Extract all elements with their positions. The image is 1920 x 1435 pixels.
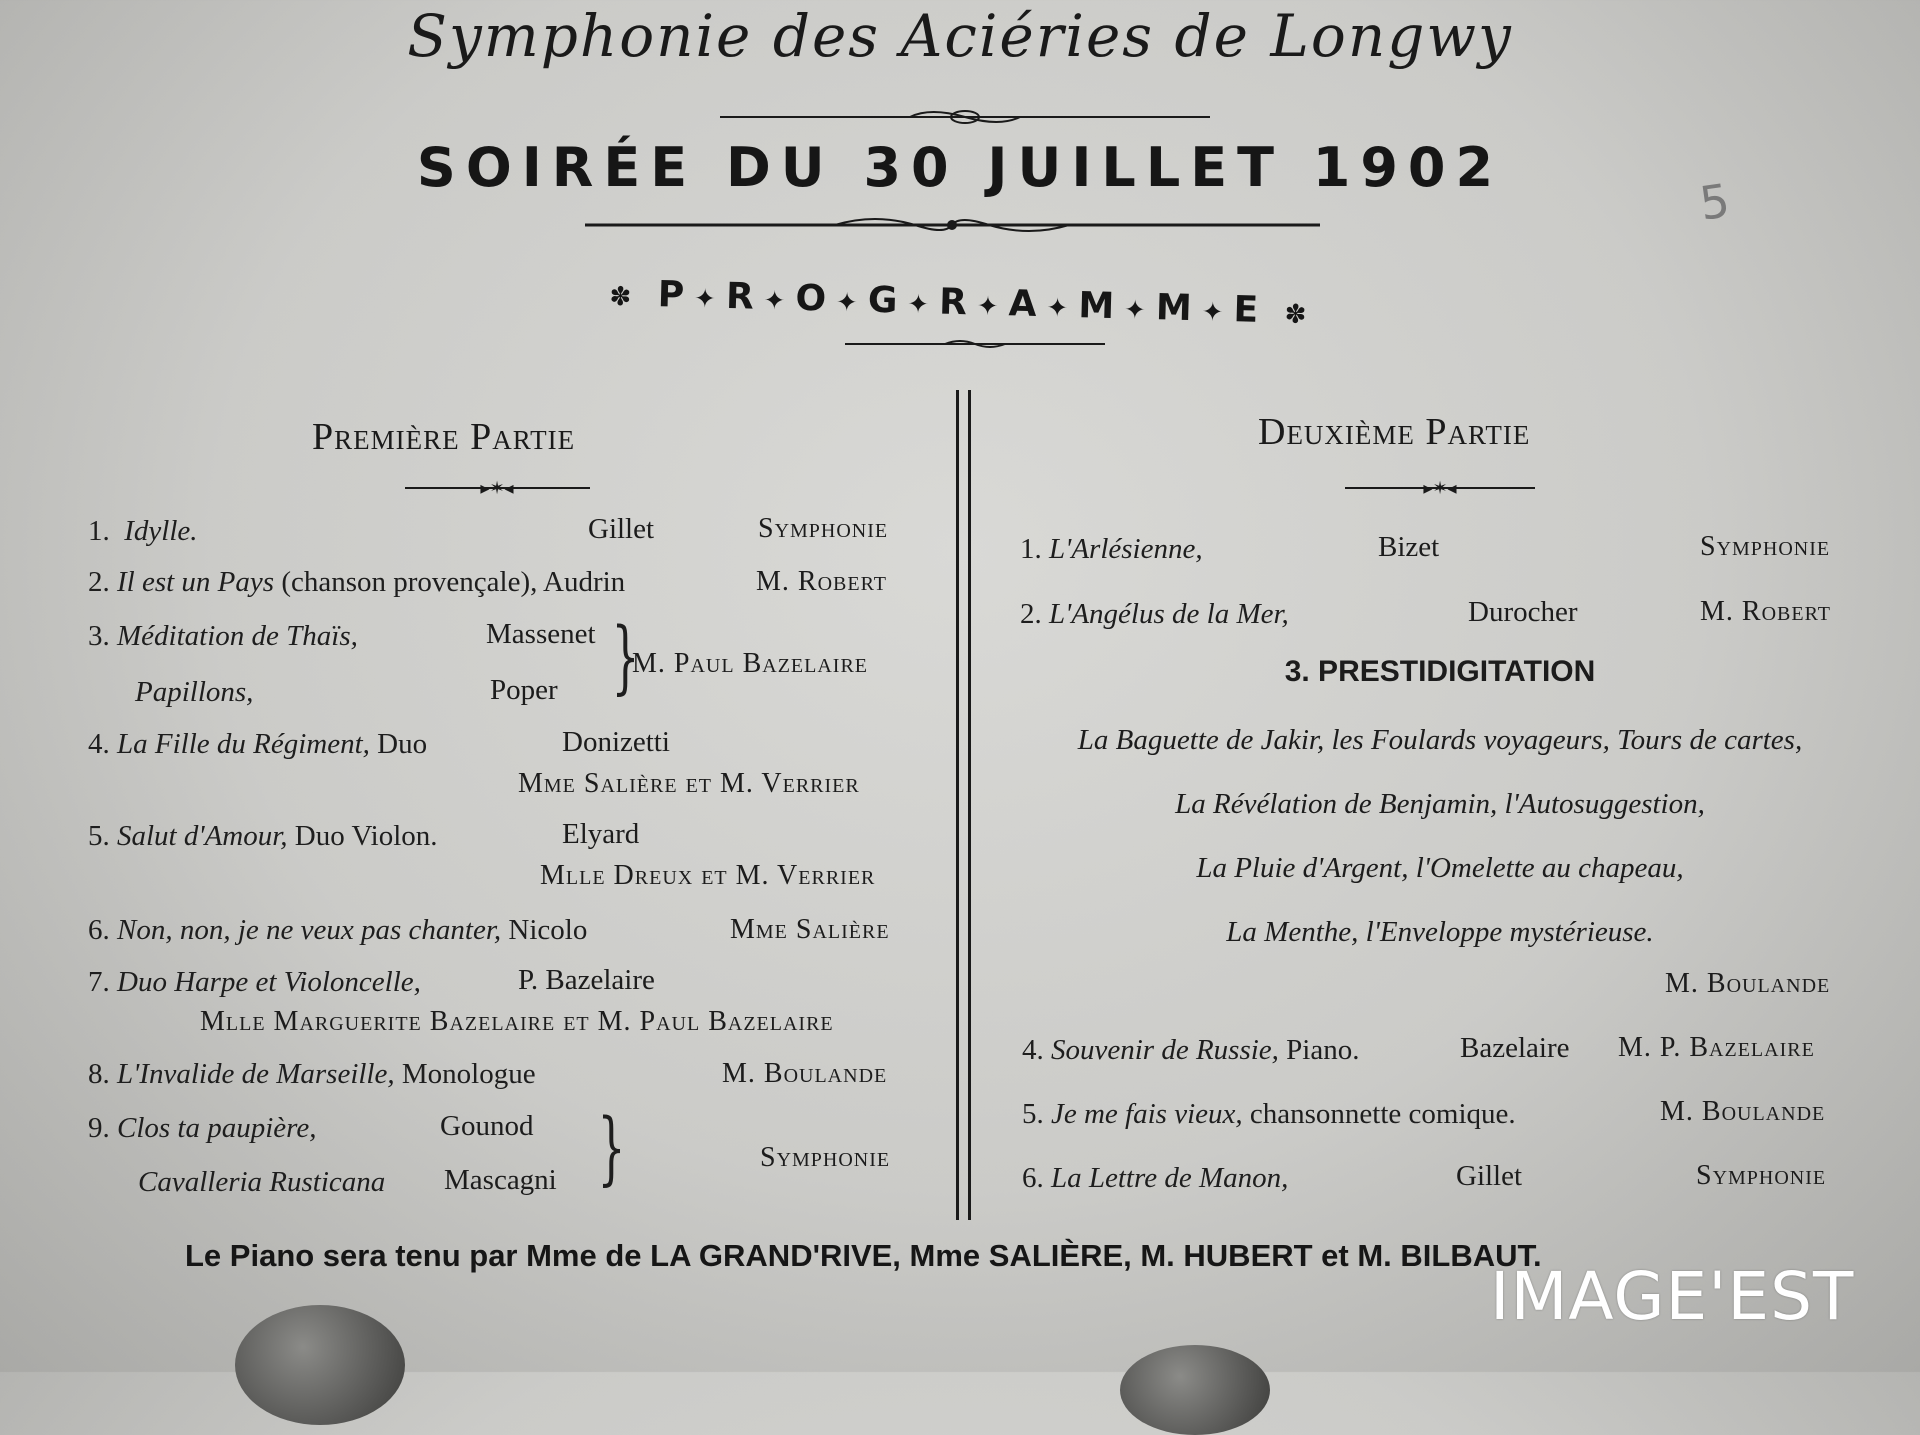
- programme-letter: P: [657, 274, 689, 316]
- part2-item-4: [1022, 1034, 1359, 1067]
- star-separator-icon: ✦: [976, 291, 1004, 323]
- performers: Mlle Marguerite Bazelaire et M. Paul Bazelaire: [200, 1006, 834, 1037]
- work-title: L'Invalide de Marseille,: [117, 1058, 395, 1090]
- star-separator-icon: ✦: [835, 287, 863, 319]
- part2-ornament: [1345, 478, 1535, 498]
- programme-letter: A: [1008, 283, 1042, 326]
- work-title: L'Angélus de la Mer,: [1049, 598, 1289, 630]
- programme-ornament-rule: [845, 336, 1105, 352]
- part1-item-3b: [135, 676, 253, 709]
- part1-ornament: [405, 478, 590, 498]
- item-number: 3.: [88, 620, 110, 652]
- part1-item-9a: [88, 1112, 317, 1145]
- work-title: Duo Harpe et Violoncelle,: [117, 966, 421, 998]
- work-title: Souvenir de Russie,: [1051, 1034, 1279, 1066]
- performer: M. Robert: [756, 566, 887, 597]
- item-number: 5.: [88, 820, 110, 852]
- item-number: 8.: [88, 1058, 110, 1090]
- soiree-date-heading: SOIRÉE DU 30 JUILLET 1902: [416, 136, 1504, 199]
- programme-heading: [520, 270, 1401, 334]
- programme-letter: R: [725, 275, 759, 318]
- part1-item-6: [88, 914, 587, 947]
- prestidigitation-line: La Révélation de Benjamin, l'Autosuggestion,: [1175, 788, 1705, 820]
- group-brace: }: [597, 1101, 626, 1194]
- item-number: 4.: [88, 728, 110, 760]
- performer: Mme Salière: [730, 914, 890, 945]
- work-title: Cavalleria Rusticana: [138, 1166, 386, 1198]
- column-divider: [968, 390, 971, 1220]
- composer: Massenet: [486, 618, 596, 650]
- item-number: 4.: [1022, 1034, 1044, 1066]
- pushpin-right: [1120, 1345, 1270, 1435]
- work-detail: Nicolo: [501, 914, 588, 946]
- performer: Symphonie: [758, 513, 889, 544]
- star-separator-icon: ✦: [1201, 297, 1228, 329]
- work-title: Méditation de Thaïs,: [117, 620, 358, 652]
- work-detail: Duo Violon.: [287, 820, 438, 852]
- part1-item-4: [88, 728, 427, 761]
- soiree-ornament-rule: [585, 212, 1320, 238]
- part1-item-9b: [138, 1166, 385, 1199]
- composer: Donizetti: [562, 726, 670, 758]
- work-title: Papillons,: [135, 676, 254, 708]
- work-title: Salut d'Amour,: [117, 820, 288, 852]
- work-detail: Monologue: [394, 1058, 536, 1090]
- star-separator-icon: ✦: [906, 289, 934, 321]
- part1-item-3a: [88, 620, 358, 653]
- programme-letter: G: [867, 279, 902, 322]
- part2-title: Deuxième Partie: [1258, 411, 1531, 453]
- pushpin-left: [235, 1305, 405, 1425]
- work-detail: Duo: [369, 728, 428, 760]
- item-number: 9.: [88, 1112, 110, 1144]
- work-detail: chansonnette comique.: [1242, 1098, 1516, 1130]
- composer: P. Bazelaire: [518, 964, 655, 996]
- part1-item-5: [88, 820, 438, 853]
- performer: M. P. Bazelaire: [1618, 1032, 1815, 1063]
- title-ornament-rule: [720, 104, 1210, 130]
- composer: Bazelaire: [1460, 1032, 1570, 1064]
- item-number: 7.: [88, 966, 110, 998]
- flower-ornament-icon: ✽: [609, 281, 636, 313]
- performer: M. Paul Bazelaire: [632, 648, 869, 679]
- performer: Symphonie: [1696, 1160, 1827, 1191]
- programme-letter: O: [794, 277, 831, 320]
- star-separator-icon: ✦: [1123, 295, 1151, 326]
- item-number: 6.: [1022, 1162, 1044, 1194]
- composer: Gounod: [440, 1110, 534, 1142]
- prestidigitation-heading: 3. PRESTIDIGITATION: [1284, 655, 1596, 688]
- star-separator-icon: ✦: [763, 285, 790, 317]
- programme-letter: E: [1233, 289, 1263, 331]
- work-title: Idylle.: [124, 515, 198, 547]
- composer: Bizet: [1378, 531, 1440, 563]
- item-number: 2.: [88, 566, 110, 598]
- part2-item-2: [1020, 598, 1289, 631]
- star-separator-icon: ✦: [1046, 293, 1073, 324]
- svg-text:▸✶◂: ▸✶◂: [480, 478, 514, 498]
- work-title: Non, non, je ne veux pas chanter,: [117, 914, 502, 946]
- performer: M. Robert: [1700, 596, 1831, 627]
- programme-letter: M: [1155, 287, 1197, 330]
- part1-item-8: [88, 1058, 536, 1091]
- group-brace: }: [611, 610, 640, 703]
- item-number: 6.: [88, 914, 110, 946]
- composer: Elyard: [562, 818, 640, 850]
- column-divider: [956, 390, 959, 1220]
- work-title: Je me fais vieux,: [1051, 1098, 1243, 1130]
- part2-item-6: [1022, 1162, 1288, 1195]
- performer: Symphonie: [1700, 531, 1831, 562]
- composer: Gillet: [588, 513, 655, 545]
- image-est-watermark: IMAGE'EST: [1490, 1258, 1855, 1335]
- performers: Mme Salière et M. Verrier: [518, 768, 860, 799]
- composer: Mascagni: [444, 1164, 557, 1196]
- performer: M. Boulande: [1665, 968, 1831, 999]
- part2-item-5: [1022, 1098, 1516, 1131]
- prestidigitation-line: La Baguette de Jakir, les Foulards voyageurs, Tours de cartes,: [1077, 724, 1803, 756]
- item-number: 1.: [1020, 533, 1042, 565]
- composer: Poper: [490, 674, 558, 706]
- work-detail: Piano.: [1278, 1034, 1360, 1066]
- performer: M. Boulande: [722, 1058, 888, 1089]
- work-title: La Fille du Régiment,: [117, 728, 370, 760]
- part1-item-2: [88, 566, 625, 599]
- flower-ornament-icon: ✽: [1284, 299, 1311, 331]
- work-title: Clos ta paupière,: [117, 1112, 317, 1144]
- prestidigitation-line: La Menthe, l'Enveloppe mystérieuse.: [1226, 916, 1654, 948]
- composer: Durocher: [1468, 596, 1578, 628]
- work-detail: (chanson provençale), Audrin: [274, 566, 626, 598]
- programme-letter: R: [938, 281, 972, 324]
- item-number: 2.: [1020, 598, 1042, 630]
- performers: Mlle Dreux et M. Verrier: [540, 860, 876, 891]
- part1-title: Première Partie: [312, 416, 576, 458]
- part2-item-1: [1020, 533, 1203, 566]
- part1-item-7: [88, 966, 421, 999]
- svg-text:▸✶◂: ▸✶◂: [1423, 478, 1457, 498]
- programme-letter: M: [1077, 285, 1119, 328]
- item-number: 5.: [1022, 1098, 1044, 1130]
- composer: Gillet: [1456, 1160, 1523, 1192]
- work-title: Il est un Pays: [117, 566, 275, 598]
- prestidigitation-line: La Pluie d'Argent, l'Omelette au chapeau,: [1196, 852, 1684, 884]
- work-title: La Lettre de Manon,: [1051, 1162, 1289, 1194]
- item-number: 1.: [88, 515, 110, 547]
- star-separator-icon: ✦: [693, 284, 721, 315]
- pencil-mark: 5: [1696, 173, 1733, 231]
- society-title: Symphonie des Aciéries de Longwy: [407, 2, 1513, 70]
- performer: Symphonie: [760, 1142, 891, 1173]
- performer: M. Boulande: [1660, 1096, 1826, 1127]
- work-title: L'Arlésienne,: [1049, 533, 1203, 565]
- part1-item-1: [88, 515, 198, 548]
- piano-accompaniment-note: Le Piano sera tenu par Mme de LA GRAND'RIVE, Mme SALIÈRE, M. HUBERT et M. BILBAUT.: [185, 1238, 1542, 1273]
